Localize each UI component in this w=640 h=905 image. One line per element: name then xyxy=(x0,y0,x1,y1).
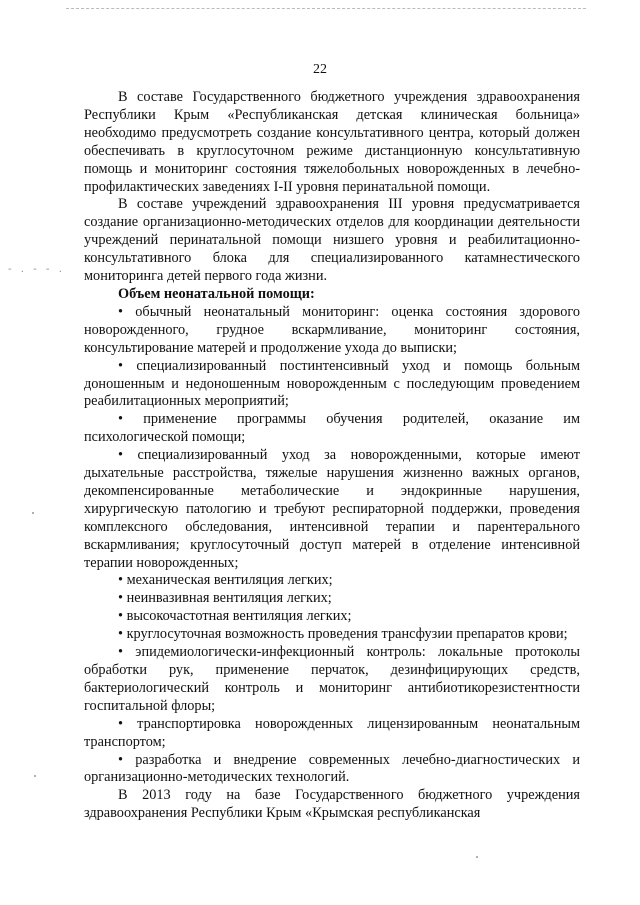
list-item: • разработка и внедрение современных лечебно-диагностических и организационно-методических технологий. xyxy=(84,751,580,786)
scan-speck xyxy=(34,775,36,777)
paragraph: В составе учреждений здравоохранения III уровня предусматривается создание организационно-методических отделов для координации деятельности учреждений перинатальной помощи низшего уровня и реабилитационно-консультативного блока для специализированного катамнестического мониторинга детей первого года жизни. xyxy=(84,196,580,285)
list-item: • механическая вентиляция легких; xyxy=(118,572,333,589)
section-heading: Объем неонатальной помощи: xyxy=(118,285,315,302)
list-item: • неинвазивная вентиляция легких; xyxy=(118,590,332,607)
list-item: • эпидемиологически-инфекционный контроль: локальные протоколы обработки рук, применение перчаток, дезинфицирующих средств, бактериологический контроль и мониторинг антибиотикорезистентности госпитальной флоры; xyxy=(84,644,580,714)
margin-marks: - . - - . xyxy=(8,264,65,275)
list-item: • обычный неонатальный мониторинг: оценка состояния здорового новорожденного, грудное вскармливание, мониторинг состояния, консультирование матерей и продолжение ухода до выписки; xyxy=(84,303,580,356)
list-item: • применение программы обучения родителей, оказание им психологической помощи; xyxy=(84,411,580,446)
list-item: • специализированный постинтенсивный уход и помощь больным доношенным и недоношенным новорожденным с последующим проведением реабилитационных мероприятий; xyxy=(84,357,580,410)
scan-edge-line xyxy=(66,8,586,9)
scan-speck xyxy=(476,856,478,858)
list-item: • транспортировка новорожденных лицензированным неонатальным транспортом; xyxy=(84,715,580,750)
document-body xyxy=(84,89,580,823)
paragraph: В 2013 году на базе Государственного бюджетного учреждения здравоохранения Республики Крым «Крымская республиканская xyxy=(84,787,580,822)
paragraph: В составе Государственного бюджетного учреждения здравоохранения Республики Крым «Республиканская детская клиническая больница» необходимо предусмотреть создание консультативного центра, который должен обеспечивать в круглосуточном режиме дистанционную консультативную помощь и мониторинг состояния тяжелобольных новорожденных в лечебно-профилактических заведениях I-II уровня перинатальной помощи. xyxy=(84,89,580,195)
list-item: • круглосуточная возможность проведения трансфузии препаратов крови; xyxy=(118,626,568,643)
list-item: • высокочастотная вентиляция легких; xyxy=(118,608,352,625)
list-item: • специализированный уход за новорожденными, которые имеют дыхательные расстройства, тяжелые нарушения жизненно важных органов, декомпенсированные метаболические и эндокринные нарушения, хирургическую патологию и требуют респираторной поддержки, проведения комплексного обследования, интенсивной терапии и парентерального вскармливания; круглосуточный доступ матерей в отделение интенсивной терапии новорожденных; xyxy=(84,447,580,571)
page-number: 22 xyxy=(313,62,327,77)
scan-speck xyxy=(32,512,34,514)
